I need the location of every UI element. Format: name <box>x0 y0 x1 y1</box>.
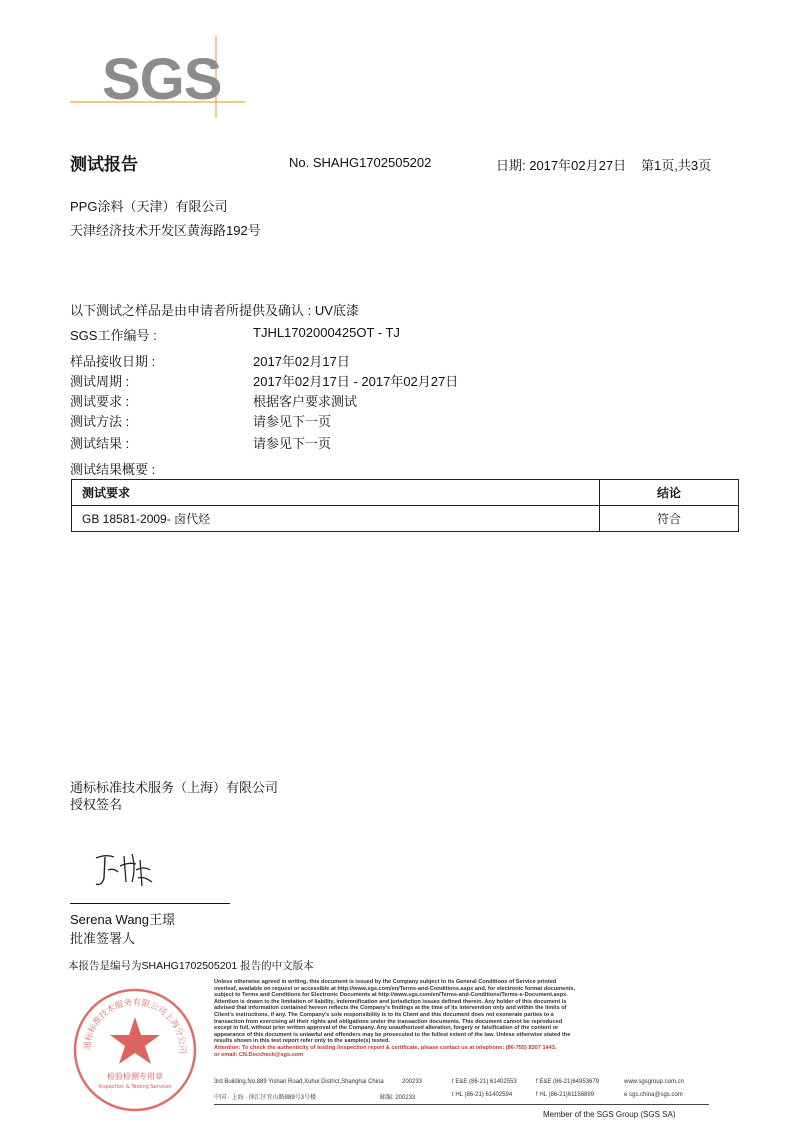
footer-attention: Attention: To check the authenticity of testing /inspection report & certificate, please contact us at telephone: (86-755) 8307 1443, <box>214 1044 557 1051</box>
field-value-requirement: 根据客户要求测试 <box>253 394 358 409</box>
seal-star-icon <box>110 1017 160 1064</box>
zip-cn: 邮编: 200233 <box>380 1095 416 1101</box>
report-date: 日期: 2017年02月27日 <box>496 158 627 173</box>
seal-center-cn: 检验检测专用章 <box>107 1072 163 1081</box>
fax-en: f E&E (86-21)64953679 <box>536 1079 600 1085</box>
auth-company: 通标标准技术服务（上海）有限公司 <box>70 780 279 795</box>
seal-center-en: Inspection & Testing Services <box>98 1084 172 1090</box>
zip-en: 200233 <box>402 1079 423 1085</box>
sgs-logo <box>70 36 245 118</box>
web-en: www.sgsgroup.com.cn <box>624 1079 685 1085</box>
sgs-member-line: Member of the SGS Group (SGS SA) <box>543 1110 676 1119</box>
field-value-job-no: TJHL1702000425OT - TJ <box>253 325 400 340</box>
email-cn: e sgs.china@sgs.com <box>624 1092 683 1098</box>
fax-cn: f HL (86-21)61156899 <box>536 1092 595 1098</box>
address-en: 3rd Building,No.889 Yishan Road,Xuhui District,Shanghai China <box>214 1079 384 1085</box>
cell-conclusion: 符合 <box>600 506 739 532</box>
field-label: SGS工作编号 : <box>70 328 157 343</box>
sgs-logo-text: SGS <box>102 47 222 112</box>
field-label: 样品接收日期 : <box>70 354 156 369</box>
sample-intro: 以下测试之样品是由申请者所提供及确认 : UV底漆 <box>70 303 359 318</box>
footer-divider <box>214 1104 709 1105</box>
field-value-method: 请参见下一页 <box>253 414 332 429</box>
report-number: No. SHAHG1702505202 <box>289 155 432 170</box>
signer-name: Serena Wang王璟 <box>70 912 176 927</box>
seal-ring-text: 通标标准技术服务有限公司上海分公司 <box>82 997 188 1054</box>
report-title: 测试报告 <box>70 155 138 174</box>
official-seal <box>70 985 200 1115</box>
client-address: 天津经济技术开发区黄海路192号 <box>70 223 261 238</box>
client-name: PPG涂料（天津）有限公司 <box>70 199 228 214</box>
field-value-result: 请参见下一页 <box>253 436 332 451</box>
field-label: 测试要求 : <box>70 394 130 409</box>
handwritten-signature <box>92 848 162 892</box>
address-cn: 中国 · 上海 · 徐汇区宜山路889号3号楼 <box>214 1095 317 1101</box>
footer-attention-email: or email: CN.Doccheck@sgs.com <box>214 1051 304 1058</box>
auth-sign-label: 授权签名 <box>70 797 123 812</box>
chinese-version-note: 本报告是编号为SHAHG1702505201 报告的中文版本 <box>68 960 314 972</box>
summary-label: 测试结果概要 : <box>70 462 156 477</box>
cell-requirement: GB 18581-2009- 卤代烃 <box>72 506 600 532</box>
field-label: 测试周期 : <box>70 374 130 389</box>
approver-label: 批准签署人 <box>70 931 136 946</box>
header-conclusion: 结论 <box>600 480 739 506</box>
field-label: 测试方法 : <box>70 414 130 429</box>
results-table <box>71 479 739 532</box>
signature-line <box>70 903 230 904</box>
field-label: 测试结果 : <box>70 436 130 451</box>
footer-disclaimer: Unless otherwise agreed in writing, this document is issued by the Company subject to its General Conditions of Service printed overleaf, available on request or accessible at http://www.sgs.com/en/Terms-and-Conditions.aspx and, for electronic format documents, subject to Terms and Conditions for Electronic Documents at http://www.sgs.com/en/Terms-and-Conditions/Terms-e-Document.aspx. Attention is drawn to the limitation of liability, indemnification and jurisdiction issues defined therein. Any holder of this document is advised that information contained hereon reflects the Company's findings at the time of its intervention only and within the limits of Client's instructions, if any. The Company's sole responsibility is to its Client and this document does not exonerate parties to a transaction from exercising all their rights and obligations under the transaction documents. This document cannot be reproduced except in full, without prior written approval of the Company. Any unauthorized alteration, forgery or falsification of the content or appearance of this document is unlawful and offenders may be prosecuted to the fullest extent of the law. Unless otherwise stated the results shown in this test report refer only to the sample(s) tested. Attention: To check the authenticity of testing /inspection report & certificate, please contact us at telephone: (86-755) 8307 1443, or email: CN.Doccheck@sgs.com <box>214 979 704 1058</box>
tel-cn: t HL (86-21) 61402594 <box>452 1092 513 1098</box>
header-requirement: 测试要求 <box>72 480 600 506</box>
table-row <box>72 506 739 532</box>
page-indicator: 第1页,共3页 <box>641 158 712 173</box>
table-header-row <box>72 480 739 506</box>
field-value-received: 2017年02月17日 <box>253 354 350 369</box>
field-value-period: 2017年02月17日 - 2017年02月27日 <box>253 374 459 389</box>
tel-en: t E&E (86-21) 61402553 <box>452 1079 517 1085</box>
